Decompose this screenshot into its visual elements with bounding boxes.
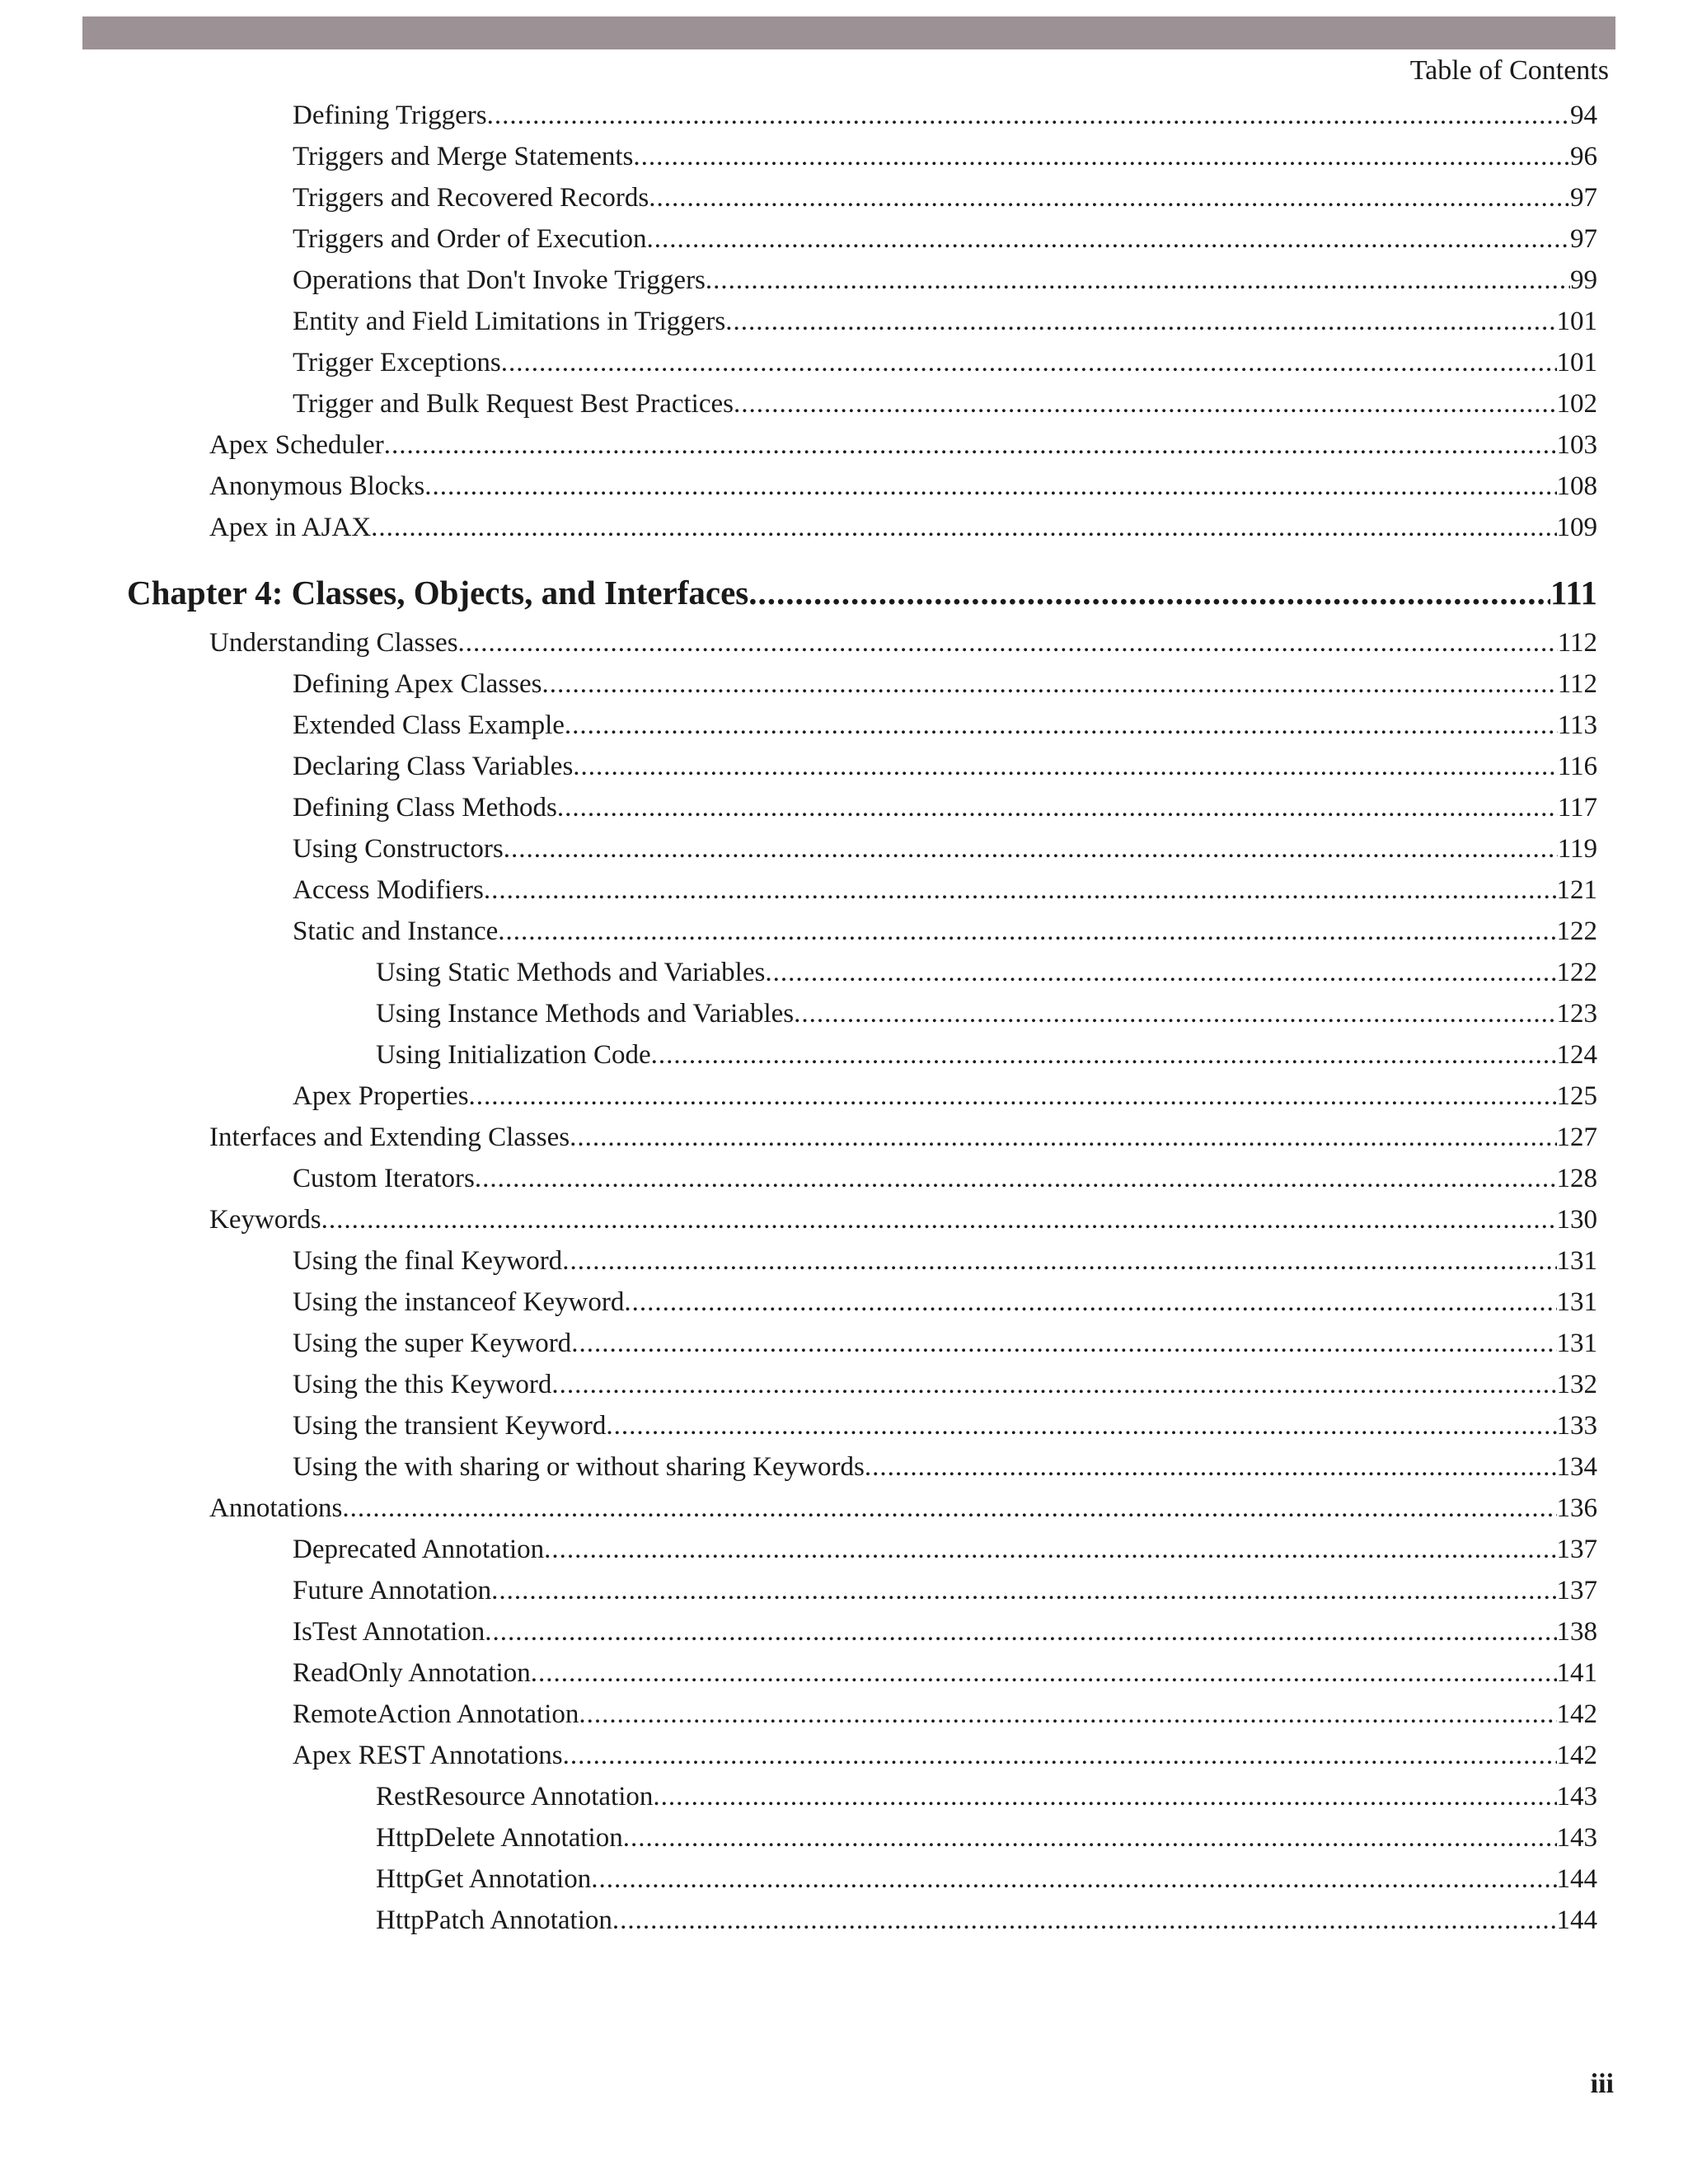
- toc-entry-title: Anonymous Blocks: [209, 471, 425, 501]
- leader-dots: [475, 1158, 1557, 1199]
- toc-entry-page: 119: [1557, 834, 1597, 864]
- toc-entry-page: 144: [1556, 1864, 1597, 1894]
- toc-entry-page: 127: [1556, 1122, 1597, 1152]
- toc-entry-page: 130: [1556, 1205, 1597, 1235]
- toc-entry[interactable]: [293, 383, 1597, 424]
- toc-entry[interactable]: [293, 1735, 1597, 1776]
- leader-dots: [384, 424, 1557, 466]
- leader-dots: [342, 1488, 1556, 1529]
- toc-entry[interactable]: [293, 342, 1597, 383]
- toc-entry-page: 138: [1556, 1617, 1597, 1647]
- leader-dots: [562, 1240, 1556, 1282]
- toc-entry-page: 122: [1556, 958, 1597, 987]
- toc-entry-title: Annotations: [209, 1493, 343, 1523]
- toc-entry[interactable]: [293, 1405, 1597, 1446]
- toc-entry-title: Deprecated Annotation: [293, 1535, 545, 1564]
- toc-entry-title: ReadOnly Annotation: [293, 1658, 531, 1688]
- leader-dots: [633, 136, 1570, 177]
- toc-entry-page: 142: [1556, 1741, 1597, 1770]
- toc-entry-title: Apex in AJAX: [209, 513, 372, 542]
- toc-entry-page: 96: [1570, 142, 1597, 171]
- leader-dots: [571, 1323, 1556, 1364]
- toc-entry[interactable]: [376, 1817, 1597, 1858]
- toc-entry[interactable]: [293, 1570, 1597, 1611]
- leader-dots: [606, 1405, 1556, 1446]
- toc-entry-title: Access Modifiers: [293, 875, 484, 905]
- toc-entry-page: 112: [1557, 628, 1597, 658]
- toc-entry-title: Defining Apex Classes: [293, 669, 542, 699]
- leader-dots: [865, 1446, 1557, 1488]
- leader-dots: [565, 705, 1558, 746]
- leader-dots: [469, 1076, 1557, 1117]
- leader-dots: [591, 1858, 1556, 1900]
- toc-entry-title: Trigger Exceptions: [293, 348, 501, 377]
- toc-entry[interactable]: [293, 869, 1597, 911]
- toc-entry-title: Entity and Field Limitations in Triggers: [293, 307, 726, 336]
- toc-entry-page: 101: [1556, 348, 1597, 377]
- leader-dots: [706, 260, 1570, 301]
- toc-entry-page: 113: [1557, 710, 1597, 740]
- toc-entry-title: Using the instanceof Keyword: [293, 1287, 625, 1317]
- leader-dots: [424, 466, 1556, 507]
- toc-entry-page: 121: [1556, 875, 1597, 905]
- toc-entry-title: Using the transient Keyword: [293, 1411, 607, 1441]
- toc-entry[interactable]: [293, 1323, 1597, 1364]
- leader-dots: [458, 622, 1558, 663]
- leader-dots: [485, 1611, 1556, 1652]
- toc-entry-page: 116: [1557, 752, 1597, 781]
- toc-entry-title: Using the final Keyword: [293, 1246, 563, 1276]
- toc-entry-page: 136: [1556, 1493, 1597, 1523]
- toc-entry[interactable]: [293, 828, 1597, 869]
- leader-dots: [542, 663, 1557, 705]
- toc-entry[interactable]: [293, 787, 1597, 828]
- toc-entry-title: Apex REST Annotations: [293, 1741, 563, 1770]
- leader-dots: [371, 507, 1556, 548]
- toc-entry-page: 109: [1556, 513, 1597, 542]
- toc-entry[interactable]: [293, 705, 1597, 746]
- toc-entry-title: Trigger and Bulk Request Best Practices: [293, 389, 734, 419]
- leader-dots: [573, 746, 1557, 787]
- toc-entry-page: 97: [1570, 183, 1597, 213]
- toc-entry-title: Using Constructors: [293, 834, 504, 864]
- toc-entry[interactable]: [376, 993, 1597, 1034]
- toc-entry[interactable]: [293, 1446, 1597, 1488]
- header-bar: [82, 16, 1615, 49]
- toc-entry[interactable]: [293, 1529, 1597, 1570]
- toc-entry-title: Using the super Keyword: [293, 1329, 572, 1358]
- toc-entry-page: 123: [1556, 999, 1597, 1029]
- leader-dots: [623, 1817, 1557, 1858]
- leader-dots: [653, 1776, 1556, 1817]
- toc-entry-page: 125: [1556, 1081, 1597, 1111]
- toc-entry-page: 137: [1556, 1535, 1597, 1564]
- toc-entry-title: Static and Instance: [293, 916, 499, 946]
- toc-entry-title: HttpDelete Annotation: [376, 1823, 623, 1853]
- leader-dots: [570, 1117, 1556, 1158]
- toc-entry-title: RemoteAction Annotation: [293, 1699, 579, 1729]
- leader-dots: [501, 342, 1557, 383]
- toc-entry-page: 103: [1556, 430, 1597, 460]
- toc-entry-title: Chapter 4: Classes, Objects, and Interfaces: [127, 574, 749, 612]
- leader-dots: [531, 1652, 1557, 1694]
- toc-entry-title: Using the with sharing or without sharing Keywords: [293, 1452, 865, 1482]
- toc-entry-page: 131: [1556, 1246, 1597, 1276]
- running-header: Table of Contents: [1409, 55, 1609, 86]
- toc-entry[interactable]: [209, 1117, 1597, 1158]
- toc-entry[interactable]: [293, 1694, 1597, 1735]
- leader-dots: [557, 787, 1558, 828]
- toc-entry[interactable]: [209, 1199, 1597, 1240]
- toc-entry-page: 137: [1556, 1576, 1597, 1605]
- toc-entry-page: 131: [1556, 1329, 1597, 1358]
- toc-entry[interactable]: [293, 1282, 1597, 1323]
- toc-entry-title: Operations that Don't Invoke Triggers: [293, 265, 706, 295]
- toc-entry-title: Apex Properties: [293, 1081, 469, 1111]
- toc-entry[interactable]: [293, 746, 1597, 787]
- toc-entry-page: 128: [1556, 1164, 1597, 1193]
- toc-entry[interactable]: [293, 911, 1597, 952]
- leader-dots: [551, 1364, 1556, 1405]
- leader-dots: [321, 1199, 1557, 1240]
- toc-entry-page: 124: [1556, 1040, 1597, 1070]
- toc-entry-title: Triggers and Order of Execution: [293, 224, 647, 254]
- toc-entry-page: 132: [1556, 1370, 1597, 1399]
- toc-entry-title: Declaring Class Variables: [293, 752, 574, 781]
- toc-entry-page: 94: [1570, 101, 1597, 130]
- toc-entry[interactable]: [376, 1858, 1597, 1900]
- toc-entry-page: 131: [1556, 1287, 1597, 1317]
- leader-dots: [651, 1034, 1557, 1076]
- toc-entry-page: 144: [1556, 1905, 1597, 1935]
- toc-entry[interactable]: [293, 95, 1597, 136]
- leader-dots: [647, 218, 1570, 260]
- toc-entry-page: 99: [1570, 265, 1597, 295]
- toc-entry[interactable]: [293, 218, 1597, 260]
- leader-dots: [624, 1282, 1556, 1323]
- toc-entry-title: Using Instance Methods and Variables: [376, 999, 795, 1029]
- toc-entry-page: 101: [1556, 307, 1597, 336]
- toc-entry[interactable]: [376, 1034, 1597, 1076]
- toc-entry-page: 97: [1570, 224, 1597, 254]
- toc-entry[interactable]: [209, 424, 1597, 466]
- toc-entry[interactable]: [376, 1900, 1597, 1941]
- toc-entry-title: Apex Scheduler: [209, 430, 384, 460]
- toc-entry-title: Triggers and Recovered Records: [293, 183, 649, 213]
- leader-dots: [748, 568, 1550, 617]
- toc-entry-title: Defining Triggers: [293, 101, 487, 130]
- page-number: iii: [1590, 2069, 1614, 2099]
- leader-dots: [487, 95, 1570, 136]
- toc-entry-page: 122: [1556, 916, 1597, 946]
- toc-entry-title: Understanding Classes: [209, 628, 458, 658]
- leader-dots: [484, 869, 1557, 911]
- toc-entry-title: Defining Class Methods: [293, 793, 557, 823]
- toc-entry[interactable]: [293, 663, 1597, 705]
- toc-entry-page: 108: [1556, 471, 1597, 501]
- toc-entry[interactable]: [293, 136, 1597, 177]
- toc-entry-title: Keywords: [209, 1205, 321, 1235]
- toc-entry-page: 111: [1550, 574, 1597, 612]
- leader-dots: [765, 952, 1556, 993]
- leader-dots: [491, 1570, 1556, 1611]
- toc-entry[interactable]: [293, 1158, 1597, 1199]
- toc-entry[interactable]: [293, 1076, 1597, 1117]
- toc-entry[interactable]: [293, 260, 1597, 301]
- toc-entry-page: 134: [1556, 1452, 1597, 1482]
- toc-entry-title: Extended Class Example: [293, 710, 565, 740]
- toc-entry-title: HttpGet Annotation: [376, 1864, 592, 1894]
- toc-entry[interactable]: [376, 1776, 1597, 1817]
- toc-entry-title: HttpPatch Annotation: [376, 1905, 612, 1935]
- toc-entry-page: 117: [1557, 793, 1597, 823]
- toc-entry-page: 141: [1556, 1658, 1597, 1688]
- toc-entry-page: 102: [1556, 389, 1597, 419]
- leader-dots: [734, 383, 1557, 424]
- toc-entry-title: Using Static Methods and Variables: [376, 958, 766, 987]
- toc-entry[interactable]: [293, 1652, 1597, 1694]
- toc-entry[interactable]: [209, 466, 1597, 507]
- toc-entry-title: IsTest Annotation: [293, 1617, 485, 1647]
- leader-dots: [498, 911, 1556, 952]
- toc-entry-title: Using Initialization Code: [376, 1040, 651, 1070]
- leader-dots: [579, 1694, 1556, 1735]
- toc-entry-page: 142: [1556, 1699, 1597, 1729]
- toc-entry-title: RestResource Annotation: [376, 1782, 654, 1811]
- toc-entry-title: Triggers and Merge Statements: [293, 142, 634, 171]
- toc-entry[interactable]: [293, 301, 1597, 342]
- toc-entry-title: Using the this Keyword: [293, 1370, 552, 1399]
- toc-entry[interactable]: [293, 177, 1597, 218]
- leader-dots: [612, 1900, 1557, 1941]
- toc-entry-page: 143: [1556, 1823, 1597, 1853]
- toc-entry[interactable]: [209, 507, 1597, 548]
- leader-dots: [725, 301, 1556, 342]
- toc-entry-title: Custom Iterators: [293, 1164, 475, 1193]
- toc-entry[interactable]: [209, 1488, 1597, 1529]
- toc-entry-page: 143: [1556, 1782, 1597, 1811]
- leader-dots: [504, 828, 1558, 869]
- leader-dots: [649, 177, 1570, 218]
- toc-entry-title: Future Annotation: [293, 1576, 492, 1605]
- toc-entry[interactable]: [209, 622, 1597, 663]
- leader-dots: [544, 1529, 1556, 1570]
- toc-entry[interactable]: [293, 1364, 1597, 1405]
- toc-entry[interactable]: [376, 952, 1597, 993]
- toc-chapter-heading[interactable]: [127, 568, 1597, 617]
- toc-entry-page: 112: [1557, 669, 1597, 699]
- toc-entry[interactable]: [293, 1240, 1597, 1282]
- toc-entry-page: 133: [1556, 1411, 1597, 1441]
- toc-entry-title: Interfaces and Extending Classes: [209, 1122, 570, 1152]
- leader-dots: [794, 993, 1556, 1034]
- leader-dots: [563, 1735, 1557, 1776]
- toc-entry[interactable]: [293, 1611, 1597, 1652]
